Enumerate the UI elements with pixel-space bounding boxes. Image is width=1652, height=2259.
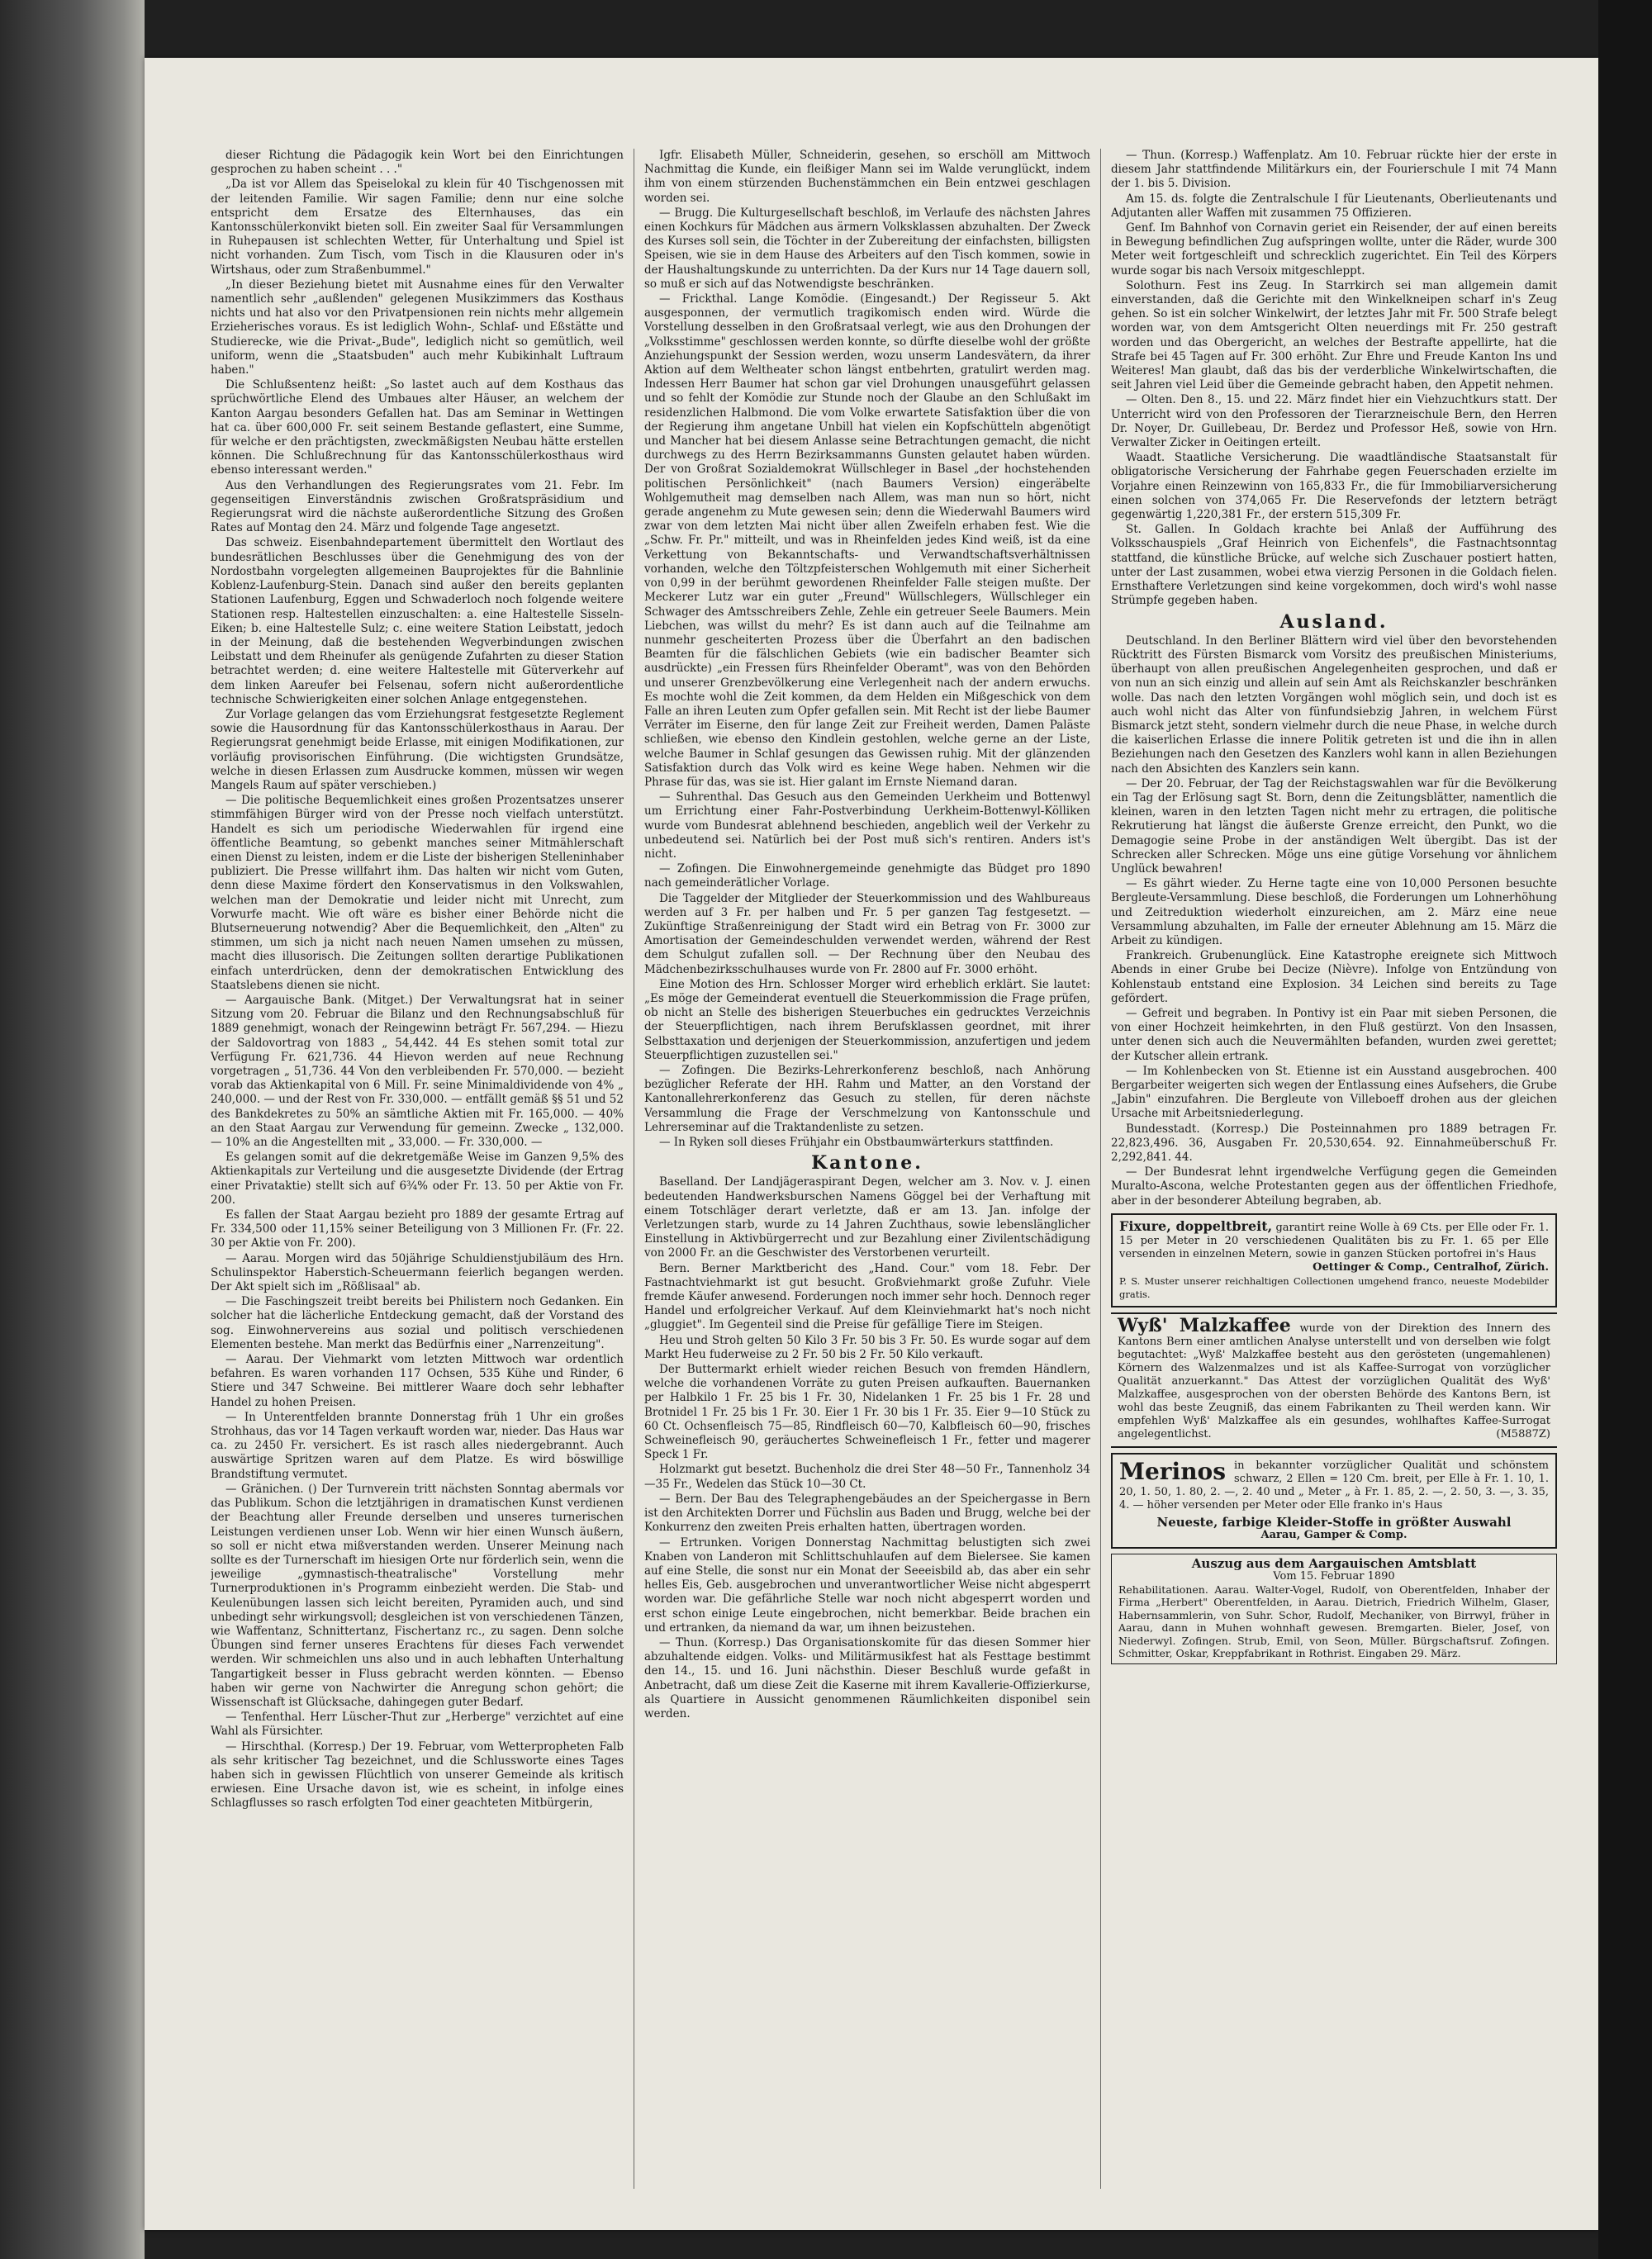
column-rule [1100, 149, 1101, 2189]
adjacent-page-edge [1598, 0, 1652, 2259]
paragraph: — Brugg. Die Kulturgesellschaft beschloß, im Verlaufe des nächsten Jahres einen Kochkurs für Mädchen aus ärmern Volksklassen abzuhalten. Der Zweck des Kurses soll sein, die Töchter in der Zubereitung der einfachsten, billigsten Speisen, wie sie in dem Hause des Arbeiters auf den Tisch kommen, sowie in der Haushaltungskunde zu unterrichten. Da der Kurs nur 14 Tage dauern soll, so muß er sich auf das Notwendigste beschränken. [644, 206, 1090, 291]
amtsblatt-excerpt [1111, 1554, 1557, 1664]
paragraph: — Zofingen. Die Bezirks-Lehrerkonferenz beschloß, nach Anhörung bezüglicher Referate der HH. Rahm und Matter, an den Vorstand der Kantonallehrerkonferenz das Gesuch zu stellen, für deren nächste Versammlung die Frage der Verschmelzung von Kantonsschule und Lehrerseminar auf die Traktandenliste zu setzen. [644, 1064, 1090, 1134]
ad-firm: Oettinger & Comp., Centralhof, Zürich. [1313, 1260, 1549, 1274]
paragraph: — Frickthal. Lange Komödie. (Eingesandt.) Der Regisseur 5. Akt ausgesponnen, der vermutlich tragikomisch enden wird. Würde die Vorstellung desselben in den Großratsaal verlegt, wie aus den Drohungen der „Volksstimme" geschlossen werden konnte, so dürfte dieselbe wohl der größte Anziehungspunkt der Session werden, wozu unserm Landesvätern, da ihrer Aktion auf dem Weltheater schon längst entbehrten, gratulirt werden mag. Indessen Herr Baumer hat schon gar viel Drohungen unausgeführt gelassen und so fehlt der Komödie zur Stunde noch der Glaube an den Schlußakt im residenzlichen Halbmond. Die vom Volke erwartete Satisfaktion über die von der Regierung ihm angetane Unbill hat vielen ein Kopfschütteln abgenötigt und Mancher hat bei diesem Anlasse seine Betrachtungen gemacht, die nicht durchwegs zu des Herrn Bezirksammanns Gunsten gelautet haben würden. Der von Großrat Sozialdemokrat Wüllschleger in Basel „der hochstehenden politischen Persönlichkeit" (nach Baumers Version) eingeräbelte Wohlgemutheit mag demselben nach Allem, was man nun so hört, nicht gerade angenehm zu Mute gewesen sein; denn die Wiederwahl Baumers wird zwar von dem letzten Mai nicht über allen Zweifeln erhaben fest. Wie die „Schw. Fr. Pr." mitteilt, und was in Rheinfelden jedes Kind weiß, ist da eine Verkettung von Bekanntschafts- und Verwandtschaftsverhältnissen vorhanden, welche den Töltzpfeisterschen Wohlgemuth mit einer Sicherheit von 0,99 in der berühmt gewordenen Rheinfelder Falle steigen mußte. Der Meckerer Lutz war ein guter „Freund" Wüllschlegers, Wüllschleger ein Schwager des Amtsschreibers Zehle, Zehle ein getreuer Seele Baumers. Mein Liebchen, was willst du mehr? Es ist dann auch auf die Teilnahme am nunmehr gescheiterten Prozess über die Überfahrt an den badischen Beamten für die fälschlichen Gebiets (wie ein badischer Beamter sich ausdrückte) „ein Fressen fürs Rheinfelder Oberamt", was von den Behörden und unserer Grenzbevölkerung eine Verlegenheit nach der andern erwuchs. Es mochte wohl die Zeit kommen, da dem Helden ein Mißgeschick von dem Falle an ihren Leuten zum Opfer gefallen sein. Mit Recht ist der liebe Baumer Verräter im Eiserne, den für lange Zeit zur Freiheit werden, Damen Paläste schließen, wie ebenso den Kindlein gestohlen, welche gerne an der Liste, welche Baumer in Schlaf gesungen das Gewissen ruhig. Mit der glänzenden Satisfaktion durch das Volk wird es keine Wege haben. Nehmen wir die Phrase für das, was sie ist. Hier galant im Ernste Niemand daran. [644, 292, 1090, 789]
paragraph: — Aarau. Morgen wird das 50jährige Schuldienstjubiläum des Hrn. Schulinspektor Haberstich-Scheuermann feierlich begangen werden. Der Akt spielt sich im „Rößlisaal" ab. [211, 1251, 624, 1294]
paragraph: — Gefreit und begraben. In Pontivy ist ein Paar mit sieben Personen, die von einer Hochzeit heimkehrten, in den Fluß gestürzt. Von den Insassen, unter denen sich auch die Neuvermählten befanden, wurden zwei gerettet; der Kutscher allein ertrank. [1111, 1006, 1557, 1063]
paragraph: — Im Kohlenbecken von St. Etienne ist ein Ausstand ausgebrochen. 400 Bergarbeiter weigerten sich wegen der Entlassung eines Aufsehers, die Grube „Jabin" einzufahren. Die Bergleute von Villeboeff drohen aus der gleichen Ursache mit Arbeitsniederlegung. [1111, 1064, 1557, 1121]
ad-headline: Fixure, doppeltbreit, [1119, 1217, 1273, 1234]
column-1 [211, 149, 624, 2197]
amtsblatt-text: Rehabilitationen. Aarau. Walter-Vogel, Rudolf, von Oberentfelden, Inhaber der Firma „Herbert" Oberentfelden, in Aarau. Dietrich, Friedrich Wilhelm, Glaser, Habernsammlerin, von Suhr. Schor, Rudolf, Mechaniker, von Birrwyl, früher in Aarau, dann in Muhen wohnhaft gewesen. Bremgarten. Bieler, Josef, von Niederwyl. Zofingen. Strub, Emil, von Seon, Müller. Bürgschaftsruf. Zofingen. Schmitter, Oskar, Kreppfabrikant in Rothrist. Eingaben 29. März. [1118, 1583, 1550, 1660]
paragraph: Solothurn. Fest ins Zeug. In Starrkirch sei man allgemein damit einverstanden, daß die Gerichte mit den Winkelkneipen scharf in's Zeug gehen. So ist ein solcher Winkelwirt, der letztes Jahr mit Fr. 500 Strafe belegt worden war, von dem Amtsgericht Olten neuerdings mit Fr. 250 gestraft worden und das Obergericht, an welches der Bestrafte appellirte, hat die Strafe bei 45 Tagen auf Fr. 300 erhöht. Zur Ehre und Freude Kanton Ins und Weiteres! Man glaubt, daß das bis der verderbliche Winkelwirtschaften, die seit Jahren viel Leid über die Gemeinde gebracht haben, den Appetit nehmen. [1111, 278, 1557, 392]
paragraph: Der Buttermarkt erhielt wieder reichen Besuch von fremden Händlern, welche die vorhandenen Vorräte zu guten Preisen aufkauften. Bauernanken per Halbkilo 1 Fr. 25 bis 1 Fr. 30, Nidelanken 1 Fr. 25 bis 1 Fr. 28 und Brotnidel 1 Fr. 25 bis 1 Fr. 30. Eier 1 Fr. 30 bis 1 Fr. 35. Eier 9—10 Stück zu 60 Ct. Ochsenfleisch 75—85, Rindfleisch 60—70, Kalbfleisch 60—90, frisches Schweinefleisch 90, geräuchertes Schweinefleisch 1 Fr., fetter und magerer Speck 1 Fr. [644, 1363, 1090, 1462]
paragraph: St. Gallen. In Goldach krachte bei Anlaß der Aufführung des Volksschauspiels „Graf Heinrich von Eichenfels", die Fastnachtsonntag stattfand, die künstliche Brücke, auf welche sich Zuschauer postiert hatten, unter der Last zusammen, wobei etwa vierzig Personen in die Goldach fielen. Ernsthaftere Verletzungen sind keine vorgekommen, doch wird's wohl nasse Strümpfe gegeben haben. [1111, 523, 1557, 608]
ad-firm: Aarau, Gamper & Comp. [1260, 1528, 1408, 1541]
column-3 [1111, 149, 1557, 2197]
paragraph: — In Ryken soll dieses Frühjahr ein Obstbaumwärterkurs stattfinden. [659, 1136, 1054, 1150]
section-heading-ausland: Ausland. [1279, 610, 1389, 633]
paragraph: Die Taggelder der Mitglieder der Steuerkommission und des Wahlbureaus werden auf 3 Fr. per halben und Fr. 5 per ganzen Tag festgesetzt. — Zukünftige Straßenreinigung der Stadt wird ein Betrag von Fr. 3000 zur Amortisation der Gemeindeschulden verwendet werden, während der Rest dem Schulgut zufallen soll. — Der Rechnung über den Neubau des Mädchenbezirksschulhauses wurde von Fr. 2800 auf Fr. 3000 erhöht. [644, 891, 1090, 976]
paragraph: Das schweiz. Eisenbahndepartement übermittelt den Wortlaut des bundesrätlichen Beschlusses über die Genehmigung des von der Nordostbahn vorgelegten allgemeinen Bauprojektes für die Bahnlinie Koblenz-Laufenburg-Stein. Danach sind außer den bereits geplanten Stationen Laufenburg, Eggen und Schwaderloch noch folgende weitere Stationen resp. Haltestellen einzuschalten: a. eine Haltestelle Sisseln-Eiken; b. eine Haltestelle Sulz; c. eine weitere Station Leibstatt, jedoch in der Meinung, daß die bestehenden Wegverbindungen zwischen Leibstatt und dem Rheinufer als genügende Zufahrten zu dieser Station betrachtet werden; d. eine weitere Haltestelle mit Güterverkehr auf dem linken Aareufer bei Felsenau, sofern nicht außerordentliche technische Schwierigkeiten einer solchen Anlage entgegenstehen. [211, 536, 624, 706]
paragraph: — Zofingen. Die Einwohnergemeinde genehmigte das Büdget pro 1890 nach gemeinderätlicher Vorlage. [644, 862, 1090, 890]
ad-headline: Merinos [1119, 1457, 1226, 1485]
paragraph: — Es gährt wieder. Zu Herne tagte eine von 10,000 Personen besuchte Bergleute-Versammlung. Diese beschloß, die Forderungen um Lohnerhöhung und Zeitreduktion wiederholt einzureichen, am 2. März eine neue Versammlung abzuhalten, im Falle der erneuter Ablehnung am 15. März die Arbeit zu kündigen. [1111, 877, 1557, 947]
newspaper-page [145, 58, 1598, 2230]
paragraph: — Der Bundesrat lehnt irgendwelche Verfügung gegen die Gemeinden Muralto-Ascona, welche Protestanten gegen aus der öffentlichen Friedhofe, aber in der besonderer Abteilung begraben, ab. [1111, 1165, 1557, 1208]
paragraph: — Thun. (Korresp.) Das Organisationskomite für das diesen Sommer hier abzuhaltende eidgen. Volks- und Militärmusikfest hat als Festtage bestimmt den 14., 15. und 16. Juni nächsthin. Dieser Beschluß wurde gefaßt in Anbetracht, daß um diese Zeit die Kaserne mit ihrem Kavallerie-Offizierkurse, als Quartiere in Aussicht genommenen Räumlichkeiten disponibel sein werden. [644, 1635, 1090, 1720]
paragraph: Holzmarkt gut besetzt. Buchenholz die drei Ster 48—50 Fr., Tannenholz 34—35 Fr., Wedelen das Stück 10—30 Ct. [644, 1463, 1090, 1491]
paragraph: „Da ist vor Allem das Speiselokal zu klein für 40 Tischgenossen mit der leitenden Familie. Wir sagen Familie; denn nur eine solche entspricht dem Ersatze des Elternhauses, das ein Kantonsschülerkonvikt bieten soll. Ein zweiter Saal für Versammlungen in Ruhepausen ist schlechten Wetter, für Unterhaltung und Spiel ist nicht vorhanden. Zum Tisch, vom Tisch in die Klausuren oder in's Wirtshaus, oder zum Straßenbummel." [211, 178, 624, 277]
paragraph: „In dieser Beziehung bietet mit Ausnahme eines für den Verwalter namentlich sehr „außlenden" gelegenen Musikzimmers das Kosthaus nichts und hat also vor den Privatpensionen rein nichts mehr allgemein Erzieherisches voraus. Es ist lediglich Wohn-, Schlaf- und Eßstätte und Studierecke, wie die Privat-„Bude", lediglich nicht so gemütlich, weil uniform, wenn die „Staatsbuden" auch mehr Kubikinhalt Luftraum haben." [211, 278, 624, 377]
paragraph: Bundesstadt. (Korresp.) Die Posteinnahmen pro 1889 betragen Fr. 22,823,496. 36, Ausgaben Fr. 20,530,654. 92. Einnahmeüberschuß Fr. 2,292,841. 44. [1111, 1122, 1557, 1165]
ad-text: in bekannter vorzüglicher Qualität und schönstem schwarz, 2 Ellen = 120 Cm. breit, per Elle à Fr. 1. 10, 1. 20, 1. 50, 1. 80, 2. —, 2. 40 und „ Meter „ à Fr. 1. 85, 2. —, 2. 50, 3. —, 3. 35, 4. — höher versenden per Meter oder Elle franko in's Haus [1119, 1459, 1549, 1512]
paragraph: — Aarau. Der Viehmarkt vom letzten Mittwoch war ordentlich befahren. Es waren vorhanden 117 Ochsen, 535 Kühe und Rinder, 6 Stiere und 347 Schweine. Bei mittlerer Waare doch sehr lebhafter Handel zu hohen Preisen. [211, 1353, 624, 1409]
section-heading-kantone: Kantone. [811, 1152, 923, 1175]
paragraph: Deutschland. In den Berliner Blättern wird viel über den bevorstehenden Rücktritt des Fürsten Bismarck vom Vorsitz des preußischen Ministeriums, überhaupt von allen preußischen Angelegenheiten gesprochen, und daß er von nun an sich einzig und allein auf sein Amt als Reichskanzler beschränken wolle. Das nach den letzten Vorgängen wohl möglich sein, und doch ist es auch wohl nicht das Alter von fünfundsiebzig Jahren, in welchem Fürst Bismarck jetzt steht, sondern vielmehr durch die neue Phase, in welche durch die kaiserlichen Erlasse die innere Politik getreten ist und die ihn in allen Beziehungen nach den Gesetzen des Kanzlers wohl kann in allen Beziehungen nach den Absichten des Kanzlers sein kann. [1111, 634, 1557, 776]
ad-code: (M5887Z) [1496, 1427, 1550, 1440]
paragraph: — Gränichen. () Der Turnverein tritt nächsten Sonntag abermals vor das Publikum. Schon die letztjährigen in dramatischen Kunst verdienen der Beachtung aller Freunde derselben und unseres turnerischen Leistungen verdienen unser Lob. Wenn wir hier einen Wunsch äußern, so soll er nicht etwa mißverstanden werden. Unserer Meinung nach sollte es der Turnerschaft im hiesigen Orte nur förderlich sein, wenn die jeweilige „gymnastisch-theatralische" Vorstellung mehr Turnerproduktionen in's Programm einbezieht werden. Die Stab- und Keulenübungen lassen sich leicht bereiten, Pyramiden auch, und sind unbedingt sehr wirkungsvoll; desgleichen ist von verschiedenen Tänzen, wie Waffentanz, Schnittertanz, Fischertanz rc., zu sagen. Denn solche Übungen sind ferner unseres Erachtens für dieses Fach verwendet werden. Wir schmeichlen uns also und in auch lebhaften Unterhaltung Tangartigkeit besser in Fluss gebracht werden könnten. — Ebenso haben wir gerne von Nachwirter die Anregung schon gehört; die Wissenschaft ist Glücksache, dahingegen guter Bedarf. [211, 1482, 624, 1709]
paragraph: — In Unterentfelden brannte Donnerstag früh 1 Uhr ein großes Strohhaus, das vor 14 Tagen verkauft worden war, nieder. Das Haus war ca. zu 2450 Fr. versichert. Es ist rasch alles niedergebrannt. Auch auswärtige Spritzen waren auf dem Platze. Es wird böswillige Brandstiftung vermutet. [211, 1410, 624, 1481]
paragraph: Zur Vorlage gelangen das vom Erziehungsrat festgesetzte Reglement sowie die Hausordnung für das Kantonsschülerkosthaus in Aarau. Der Regierungsrat genehmigt beide Erlasse, mit einigen Modifikationen, zur vorläufig provisorischen Einführung. (Die wichtigsten Grundsätze, welche in diesen Erlassen zum Ausdrucke kommen, müssen wir wegen Mangels Raum auf später verschieben.) [211, 707, 624, 792]
ad-subline: Neueste, farbige Kleider-Stoffe in größter Auswahl [1156, 1514, 1512, 1530]
ad-headline: Wyß' Malzkaffee [1118, 1314, 1291, 1336]
paragraph: — Olten. Den 8., 15. und 22. März findet hier ein Viehzuchtkurs statt. Der Unterricht wird von den Professoren der Tierarzneischule Bern, den Herren Dr. Noyer, Dr. Guillebeau, Dr. Berdez und Professor Heß, sowie von Hrn. Verwalter Zicker in Oeitingen erteilt. [1111, 393, 1557, 450]
paragraph: — Der 20. Februar, der Tag der Reichstagswahlen war für die Bevölkerung ein Tag der Erlösung sagt St. Born, denn die Zeitungsblätter, namentlich die kleinen, waren in den letzten Tagen nicht mehr zu ertragen, die politische Rekrutierung hat längst die äußerste Grenze erreicht, den Punkt, wo die Demagogie seine Probe in der anständigen Welt übergibt. Das ist der Schrecken aller Schrecken. Möge uns eine gütige Vorsehung vor ähnlichem Unglück bewahren! [1111, 776, 1557, 876]
paragraph: Bern. Berner Marktbericht des „Hand. Cour." vom 18. Febr. Der Fastnachtviehmarkt ist gut besucht. Großviehmarkt große Zufuhr. Viele fremde Käufer anwesend. Forderungen noch immer sehr hoch. Dennoch reger Handel und erfolgreicher Verkauf. Auf dem Kleinviehmarkt hat's noch nicht „gluggiet". Im Gegenteil sind die Preise für gefällige Tiere im Steigen. [644, 1261, 1090, 1332]
column-2 [644, 149, 1090, 2197]
paragraph: — Thun. (Korresp.) Waffenplatz. Am 10. Februar rückte hier der erste in diesem Jahr stattfindende Militärkurs ein, der Fourierschule I mit 74 Mann der 1. bis 5. Division. [1111, 149, 1557, 191]
paragraph: Heu und Stroh gelten 50 Kilo 3 Fr. 50 bis 3 Fr. 50. Es wurde sogar auf dem Markt Heu fuderweise zu 2 Fr. 50 bis 2 Fr. 50 Kilo verkauft. [644, 1333, 1090, 1361]
ad-text: garantirt reine Wolle à 69 Cts. per Elle oder Fr. 1. 15 per Meter in 20 verschiedenen Qualitäten bis zu Fr. 1. 65 per Elle versenden in einzelnen Metern, sowie in ganzen Stücken portofrei in's Haus [1119, 1221, 1549, 1260]
paragraph: Eine Motion des Hrn. Schlosser Morger wird erheblich erklärt. Sie lautet: „Es möge der Gemeinderat eventuell die Steuerkommission die Frage prüfen, ob nicht an Stelle des bisherigen Steuerbuches ein gedrucktes Verzeichnis der Steuerpflichtigen, nach ihrem Berufsklassen geordnet, mit ihrer Selbsttaxation und derjenigen der Steuerkommission, anzufertigen und jedem Steuerpflichtigen zuzustellen sei." [644, 977, 1090, 1062]
paragraph: Die Schlußsentenz heißt: „So lastet auch auf dem Kosthaus das sprüchwörtliche Elend des Umbaues alter Häuser, an welchem der Kanton Aargau besonders Gefallen hat. Das am Seminar in Wettingen hat ca. über 600,000 Fr. seit seinem Bestande geflastert, eine Summe, für welche er den prächtigsten, zweckmäßigsten Neubau hätte erstellen können. Die Schlußrechnung für das Kantonsschülerkosthaus wird ebenso interessant werden." [211, 378, 624, 477]
ad-text: wurde von der Direktion des Innern des Kantons Bern einer amtlichen Analyse unterstellt und von derselben wie folgt begutachtet: „Wyß' Malzkaffee besteht aus den gerösteten (ungemahlenen) Körnern des Walzenmalzes und ist als Kaffee-Surrogat von vorzüglicher Qualität anzuerkannt." Das Attest der vorzüglichen Qualität des Wyß' Malzkaffee, ausgesprochen von der obersten Behörde des Kantons Bern, ist wohl das beste Zeugniß, das einem Fabrikanten zu Theil werden kann. Wir empfehlen Wyß' Malzkaffee als ein gesundes, wohlhaftes Kaffee-Surrogat angelegentlichst. [1118, 1322, 1551, 1440]
paragraph: Frankreich. Grubenunglück. Eine Katastrophe ereignete sich Mittwoch Abends in einer Grube bei Decize (Nièvre). Infolge von Entzündung von Kohlenstaub entstand eine Explosion. 34 Leichen sind bereits zu Tage gefördert. [1111, 949, 1557, 1005]
paragraph: Am 15. ds. folgte die Zentralschule I für Lieutenants, Oberlieutenants und Adjutanten aller Waffen mit zusammen 75 Offizieren. [1111, 192, 1557, 220]
paragraph: dieser Richtung die Pädagogik kein Wort bei den Einrichtungen gesprochen zu haben scheint . . ." [211, 149, 624, 177]
ad-note: P. S. Muster unserer reichhaltigen Collectionen umgehend franco, neueste Modebilder gratis. [1119, 1274, 1549, 1300]
paragraph: Es fallen der Staat Aargau bezieht pro 1889 der gesamte Ertrag auf Fr. 334,500 oder 11,15% seiner Beteiligung von 3 Millionen Fr. (Fr. 22. 30 per Aktie von Fr. 200). [211, 1208, 624, 1251]
paragraph: — Die Faschingszeit treibt bereits bei Philistern noch Gedanken. Ein solcher hat die lächerliche Entdeckung gemacht, daß der Vorstand des sog. Einwohnervereins aus sozial und politisch verschiedenen Elementen bestehe. Man merkt das Bedürfnis einer „Narrenzeitung". [211, 1295, 624, 1351]
paragraph: — Hirschthal. (Korresp.) Der 19. Februar, vom Wetterpropheten Falb als sehr kritischer Tag bezeichnet, und die Schlussworte eines Tages haben sich in gewissen Flüchtlich von unserer Gemeinde als kritisch erwiesen. Eine Ursache davon ist, wie es scheint, in infolge eines Schlagflusses so rasch erfolgten Tod einer geachteten Mitbürgerin, [211, 1739, 624, 1811]
paragraph: — Tenfenthal. Herr Lüscher-Thut zur „Herberge" verzichtet auf eine Wahl als Fürsichter. [211, 1711, 624, 1739]
advertisement-malzkaffee [1111, 1312, 1557, 1448]
advertisement-merinos [1111, 1453, 1557, 1549]
paragraph: — Aargauische Bank. (Mitget.) Der Verwaltungsrat hat in seiner Sitzung vom 20. Februar die Bilanz und den Rechnungsabschluß für 1889 genehmigt, wonach der Reingewinn beträgt Fr. 567,294. — Hiezu der Saldovortrag von 1883 „ 54,442. 44 Es stehen somit total zur Verfügung Fr. 621,736. 44 Hievon werden auf neue Rechnung vorgetragen „ 51,736. 44 Von den verbleibenden Fr. 570,000. — bezieht vorab das Aktienkapital von 6 Mill. Fr. seine Minimaldividende von 4% „ 240,000. — und der Rest von Fr. 330,000. — entfällt gemäß §§ 51 und 52 des Bankdekretes zu 50% an sämtliche Aktien mit Fr. 165,000. — 40% an den Staat Aargau zur Verwendung für gemeinn. Zwecke „ 132,000. — 10% an die Angestellten mit „ 33,000. — Fr. 330,000. — [211, 993, 624, 1150]
paragraph: Aus den Verhandlungen des Regierungsrates vom 21. Febr. Im gegenseitigen Einverständnis zwischen Großratspräsidium und Regierungsrat wird die nächste außerordentliche Sitzung des Großen Rates auf Montag den 24. März und folgende Tage angesetzt. [211, 478, 624, 535]
paragraph: — Die politische Bequemlichkeit eines großen Prozentsatzes unserer stimmfähigen Bürger wird von der Presse noch vielfach unterstützt. Handelt es sich um periodische Wiederwahlen für irgend eine öffentliche Beamtung, so gebenkt manches seiner Mitmählerschaft einen Dienst zu leisten, indem er die Liste der bisherigen Stelleninhaber publiziert. Die Presse willfahrt ihm. Das halten wir nicht vom Guten, denn diese Maxime fördert den Konservatismus in den Volkswahlen, welchen man der Demokratie und leider nicht mit Unrecht, zum Vorwurfe macht. Wie oft wäre es bisher einer Behörde nicht die Blutserneuerung notwendig? Aber die Bequemlichkeit, den „Alten" zu stimmen, um sich ja nicht nach neuen Namen umsehen zu müssen, macht dies illusorisch. Die Zeitungen sollten derartige Publikationen einfach unterdrücken, denn der demokratischen Entwicklung des Staatslebens dienen sie nicht. [211, 794, 624, 992]
paragraph: Es gelangen somit auf die dekretgemäße Weise im Ganzen 9,5% des Aktienkapitals zur Verteilung und die ausgesetzte Dividende (der Ertrag einer Privataktie) stellt sich auf 6¾% oder Fr. 13. 50 per Aktie von Fr. 200. [211, 1151, 624, 1207]
advertisement-fixure [1111, 1213, 1557, 1307]
paragraph: — Bern. Der Bau des Telegraphengebäudes an der Speichergasse in Bern ist den Architekten Dorrer und Füchslin aus Baden und Brugg, welche bei der Konkurrenz den zweiten Preis erhalten hatten, übertragen worden. [644, 1492, 1090, 1535]
paragraph: Waadt. Staatliche Versicherung. Die waadtländische Staatsanstalt für obligatorische Versicherung der Fahrhabe gegen Feuerschaden erzielte im Vorjahre einen Reinzewinn von 165,833 Fr., die für Immobiliarversicherung einen solchen von 374,065 Fr. Die Reservefonds der letztern beträgt gegenwärtig 1,220,381 Fr., der erstern 515,309 Fr. [1111, 451, 1557, 522]
paragraph: Igfr. Elisabeth Müller, Schneiderin, gesehen, so erschöll am Mittwoch Nachmittag die Kunde, ein fleißiger Mann sei im Walde verunglückt, indem ihm von einem stürzenden Buchenstämmchen ein Bein entzwei geschlagen worden sei. [644, 149, 1090, 205]
paragraph: — Suhrenthal. Das Gesuch aus den Gemeinden Uerkheim und Bottenwyl um Errichtung einer Fahr-Postverbindung Uerkheim-Bottenwyl-Kölliken wurde vom Bundesrat ablehnend beschieden, angeblich weil der Verkehr zu unbedeutend sei. Natürlich bei der Post muß sich's rentiren. Anders ist's nicht. [644, 790, 1090, 861]
paragraph: Genf. Im Bahnhof von Cornavin geriet ein Reisender, der auf einen bereits in Bewegung befindlichen Zug aufspringen wollte, unter die Räder, wurde 300 Meter weit fortgeschleift und schrecklich zugerichtet. Ein Teil des Körpers wurde sogar bis nach Versoix mitgeschleppt. [1111, 221, 1557, 278]
amtsblatt-title: Auszug aus dem Aargauischen Amtsblatt [1191, 1555, 1477, 1571]
binding-edge [0, 0, 145, 2259]
amtsblatt-date: Vom 15. Februar 1890 [1273, 1570, 1395, 1583]
paragraph: Baselland. Der Landjägeraspirant Degen, welcher am 3. Nov. v. J. einen bedeutenden Handwerksburschen Namens Göggel bei der Verhaftung mit einem Totschläger derart verletzte, daß er am 13. Jan. infolge der Verletzungen starb, wurde zu 14 Jahren Zuchthaus, sowie lebenslänglicher Einstellung in Aktivbürgerrecht und zur Bezahlung einer Zivilentschädigung von 2000 Fr. an die Geschwister des Verstorbenen verurteilt. [644, 1175, 1090, 1260]
paragraph: — Ertrunken. Vorigen Donnerstag Nachmittag belustigten sich zwei Knaben von Landeron mit Schlittschuhlaufen auf dem Bielersee. Sie kamen auf eine Stelle, die sonst nur ein Monat der Seeeisbild ab, das aber ein sehr helles Eis, Geb. ausgebrochen und unverantwortlicher Weise nicht abgesperrt worden war. Die gefährliche Stelle war noch nicht abgesperrt worden und erst schon einige Leute eingebrochen, nicht bemerkbar. Beide brachen ein und ertranken, da niemand da war, um ihnen beizustehen. [644, 1535, 1090, 1635]
